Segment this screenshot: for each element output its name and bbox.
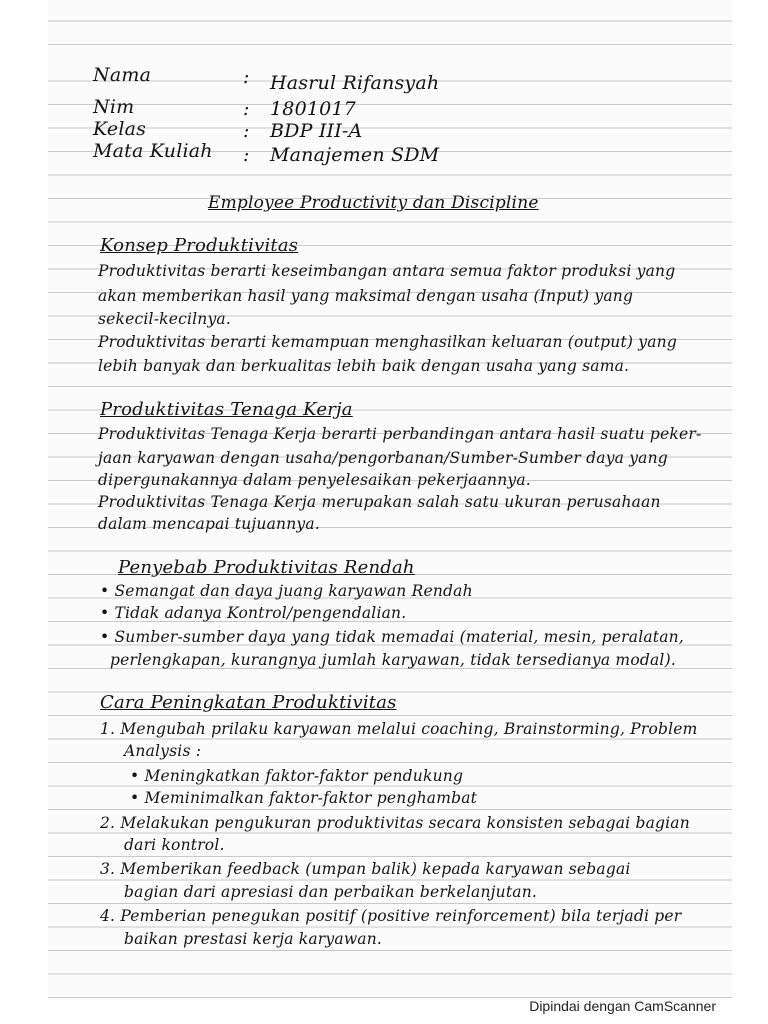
matkul-value: Manajemen SDM: [270, 144, 440, 166]
section-heading-penyebab: Penyebab Produktivitas Rendah: [118, 557, 415, 578]
cara-item-continuation: dari kontrol.: [124, 836, 225, 854]
konsep-line: lebih banyak dan berkualitas lebih baik dengan usaha yang sama.: [98, 357, 630, 375]
penyebab-bullet-continuation: perlengkapan, kurangnya jumlah karyawan, tidak tersedianya modal).: [110, 651, 676, 669]
kelas-colon: :: [243, 120, 250, 142]
tenaga-kerja-line: dalam mencapai tujuannya.: [98, 515, 320, 533]
nim-colon: :: [243, 98, 250, 120]
nama-value: Hasrul Rifansyah: [270, 72, 440, 94]
matkul-colon: :: [243, 144, 250, 166]
nama-colon: :: [243, 66, 250, 88]
penyebab-bullet: • Semangat dan daya juang karyawan Rendah: [100, 582, 473, 600]
konsep-line: sekecil-kecilnya.: [98, 310, 231, 328]
tenaga-kerja-line: dipergunakannya dalam penyelesaikan pekerjaannya.: [98, 471, 531, 489]
cara-subbullet: • Meningkatkan faktor-faktor pendukung: [130, 767, 464, 785]
cara-item: 3. Memberikan feedback (umpan balik) kepada karyawan sebagai: [100, 860, 631, 878]
tenaga-kerja-line: Produktivitas Tenaga Kerja merupakan salah satu ukuran perusahaan: [98, 493, 661, 511]
kelas-label: Kelas: [93, 118, 147, 140]
matkul-label: Mata Kuliah: [93, 140, 213, 162]
konsep-line: Produktivitas berarti kemampuan menghasilkan keluaran (output) yang: [98, 333, 677, 351]
cara-item: 4. Pemberian penegukan positif (positive reinforcement) bila terjadi per: [100, 907, 682, 925]
nama-label: Nama: [93, 64, 152, 86]
penyebab-bullet: • Tidak adanya Kontrol/pengendalian.: [100, 604, 407, 622]
section-heading-tenaga-kerja: Produktivitas Tenaga Kerja: [100, 399, 353, 420]
cara-item-continuation: Analysis :: [124, 742, 202, 760]
cara-item: 1. Mengubah prilaku karyawan melalui coaching, Brainstorming, Problem: [100, 720, 698, 738]
konsep-line: akan memberikan hasil yang maksimal dengan usaha (Input) yang: [98, 287, 634, 305]
section-heading-cara: Cara Peningkatan Produktivitas: [100, 692, 397, 713]
section-heading-konsep: Konsep Produktivitas: [100, 235, 299, 256]
tenaga-kerja-line: Produktivitas Tenaga Kerja berarti perbandingan antara hasil suatu peker-: [98, 425, 702, 443]
penyebab-bullet: • Sumber-sumber daya yang tidak memadai (material, mesin, peralatan,: [100, 628, 684, 646]
page-title: Employee Productivity dan Discipline: [208, 193, 539, 213]
notebook-page: [48, 0, 732, 1000]
cara-subbullet: • Meminimalkan faktor-faktor penghambat: [130, 789, 478, 807]
nim-value: 1801017: [270, 98, 357, 120]
kelas-value: BDP III-A: [270, 120, 363, 142]
tenaga-kerja-line: jaan karyawan dengan usaha/pengorbanan/Sumber-Sumber daya yang: [98, 449, 668, 467]
camscanner-watermark: Dipindai dengan CamScanner: [529, 998, 716, 1014]
nim-label: Nim: [93, 96, 135, 118]
konsep-line: Produktivitas berarti keseimbangan antara semua faktor produksi yang: [98, 262, 676, 280]
cara-item: 2. Melakukan pengukuran produktivitas secara konsisten sebagai bagian: [100, 814, 690, 832]
cara-item-continuation: bagian dari apresiasi dan perbaikan berkelanjutan.: [124, 883, 538, 901]
cara-item-continuation: baikan prestasi kerja karyawan.: [124, 930, 383, 948]
